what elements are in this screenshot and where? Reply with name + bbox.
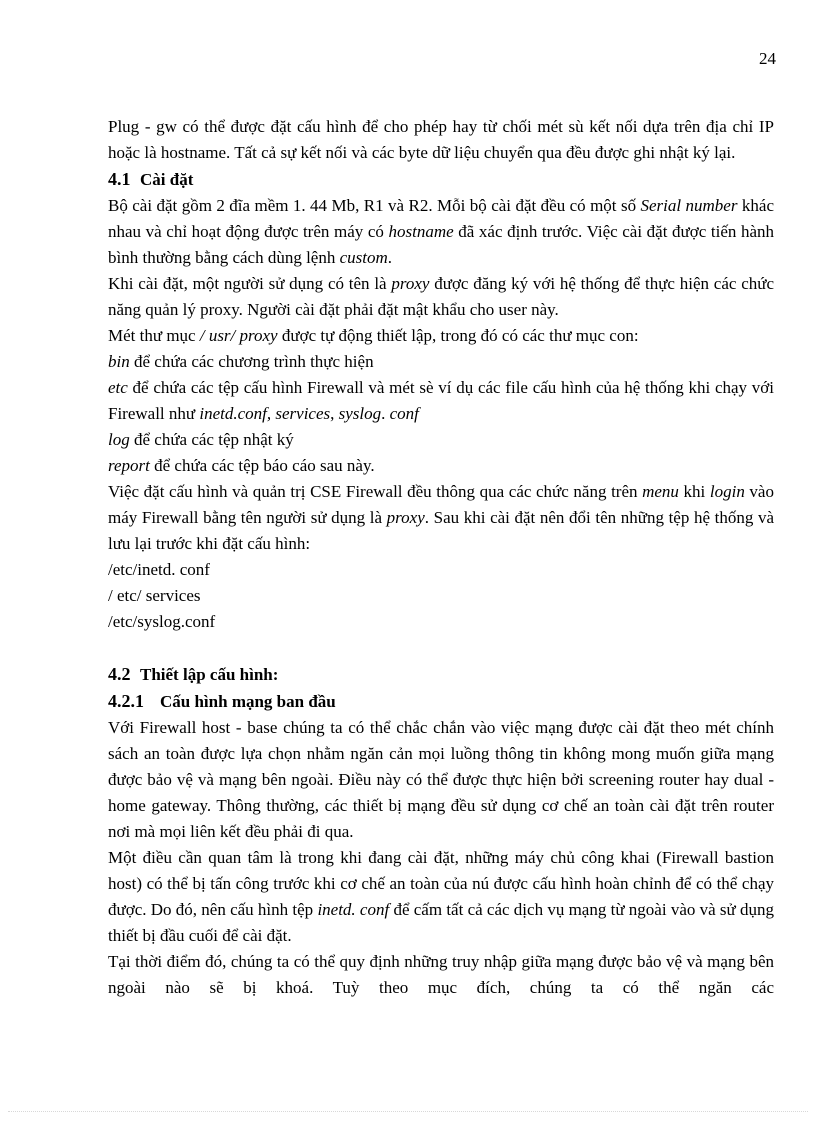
section-title: Cấu hình mạng ban đầu (160, 692, 336, 711)
text-run: Tại thời điểm đó, chúng ta có thể quy định những truy nhập giữa mạng được bảo vệ và mạng bên ngoài nào sẽ bị khoá. Tuỳ theo mục đích, chúng ta có thể ngăn các (108, 952, 774, 997)
italic-text: report (108, 456, 150, 475)
italic-text: Serial number (640, 196, 738, 215)
text-run: Mét thư mục (108, 326, 200, 345)
paragraph (108, 609, 774, 635)
text-run: /etc/syslog.conf (108, 612, 216, 631)
paragraph (108, 114, 774, 166)
page-number: 24 (759, 49, 776, 68)
italic-text: bin (108, 352, 130, 371)
section-heading (108, 166, 774, 193)
italic-text: hostname (388, 222, 454, 241)
text-run: đã xác định trước. Việc cài đặt được tiến hành bình thường bằng cách dùng lệnh (108, 222, 775, 267)
text-run: . (381, 404, 390, 423)
text-run: / etc/ services (108, 586, 201, 605)
text-run: khác nhau và chỉ hoạt động được trên máy có (108, 196, 775, 241)
section-heading (108, 661, 774, 688)
text-run: được tự động thiết lập, trong đó có các thư mục con: (277, 326, 639, 345)
text-run: , (330, 404, 339, 423)
text-run: khi (678, 482, 710, 501)
paragraph (108, 427, 774, 453)
blank-line (108, 635, 774, 661)
text-run: để cấm tất cả các dịch vụ mạng từ ngoài vào và sử dụng thiết bị đầu cuối để cài đặt. (108, 900, 774, 945)
section-title: Thiết lập cấu hình: (140, 665, 279, 684)
italic-text: syslog (338, 404, 382, 423)
text-run: để chứa các tệp nhật ký (129, 430, 294, 449)
italic-text: etc (108, 378, 128, 397)
paragraph (108, 193, 774, 271)
document-body (108, 114, 774, 1001)
text-run: Với Firewall host - base chúng ta có thể chắc chắn vào việc mạng được cài đặt theo mét chính sách an toàn được lựa chọn nhằm ngăn cản mọi luồng thông tin không mong muốn giữa mạng được bảo vệ và mạng bên ngoài. Điều này có thể được thực hiện bởi screening router hay dual - home gateway. Thông thường, các thiết bị mạng đều sử dụng cơ chế an toàn cài đặt trên router nơi mà mọi liên kết đều phải đi qua. (108, 718, 774, 841)
paragraph (108, 479, 774, 557)
paragraph (108, 323, 774, 349)
paragraph (108, 845, 774, 949)
section-number: 4.2 (108, 664, 131, 684)
text-run: . (387, 248, 393, 267)
text-run: để chứa các tệp cấu hình Firewall và mét sè ví dụ các file cấu hình của hệ thống khi chạy với Firewall như (108, 378, 774, 423)
section-heading (108, 688, 774, 715)
italic-text: custom (339, 248, 388, 267)
italic-text: proxy (386, 508, 425, 527)
paragraph (108, 715, 774, 845)
text-run: Bộ cài đặt gồm 2 đĩa mềm 1. 44 Mb, R1 và R2. Mỗi bộ cài đặt đều có một số (108, 196, 641, 215)
text-run: để chứa các chương trình thực hiện (129, 352, 374, 371)
section-number: 4.1 (108, 169, 131, 189)
text-run: được đăng ký với hệ thống để thực hiện các chức năng quản lý proxy. Người cài đặt phải đặt mật khẩu cho user này. (108, 274, 774, 319)
section-number: 4.2.1 (108, 691, 144, 711)
italic-text: conf (389, 404, 419, 423)
text-run: để chứa các tệp báo cáo sau này. (149, 456, 375, 475)
italic-text: inetd. conf (317, 900, 390, 919)
paragraph (108, 453, 774, 479)
italic-text: menu (642, 482, 679, 501)
italic-text: login (709, 482, 745, 501)
text-run: Việc đặt cấu hình và quản trị CSE Firewall đều thông qua các chức năng trên (108, 482, 643, 501)
paragraph (108, 583, 774, 609)
section-title: Cài đặt (140, 170, 194, 189)
paragraph (108, 349, 774, 375)
text-run: vào máy Firewall bằng tên người sử dụng là (108, 482, 774, 527)
paragraph (108, 375, 774, 427)
italic-text: proxy (391, 274, 430, 293)
text-run: Một điều cần quan tâm là trong khi đang cài đặt, những máy chủ công khai (Firewall bastion host) có thể bị tấn công trước khi cơ chế an toàn của nú được cấu hình hoàn chỉnh để có thể chạy được. Do đó, nên cấu hình tệp (108, 848, 774, 919)
italic-text: / usr/ proxy (199, 326, 278, 345)
text-run: Khi cài đặt, một người sử dụng có tên là (108, 274, 392, 293)
text-run: Plug - gw có thể được đặt cấu hình để cho phép hay từ chối mét sù kết nối dựa trên địa chỉ IP hoặc là hostname. Tất cả sự kết nối và các byte dữ liệu chuyển qua đều được ghi nhật ký lại. (108, 117, 774, 162)
text-run: . Sau khi cài đặt nên đổi tên những tệp hệ thống và lưu lại trước khi đặt cấu hình: (108, 508, 774, 553)
italic-text: inetd.conf, services (199, 404, 331, 423)
page-bottom-border (8, 1111, 808, 1112)
text-run: /etc/inetd. conf (108, 560, 210, 579)
paragraph (108, 271, 774, 323)
paragraph (108, 949, 774, 1001)
italic-text: log (108, 430, 130, 449)
paragraph (108, 557, 774, 583)
